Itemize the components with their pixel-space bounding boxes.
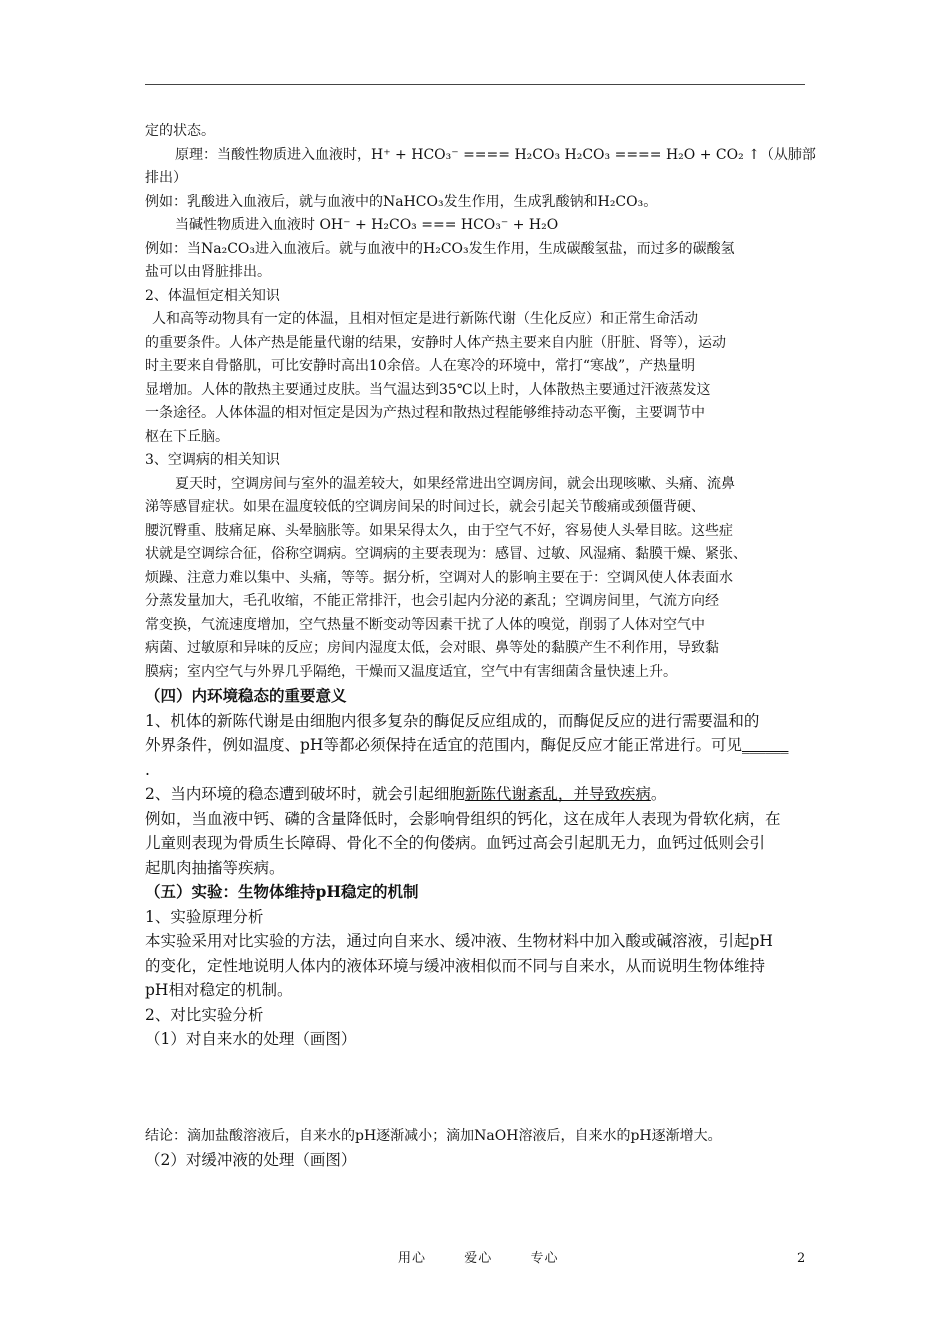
paragraph-line: 的重要条件。人体产热是能量代谢的结果，安静时人体产热主要来自内脏（肝脏、肾等），运动: [145, 334, 726, 351]
paragraph-line: 本实验采用对比实验的方法，通过向自来水、缓冲液、生物材料中加入酸或碱溶液，引起pH: [145, 932, 773, 950]
paragraph-line: 儿童则表现为骨质生长障碍、骨化不全的佝偻病。血钙过高会引起肌无力，血钙过低则会引: [145, 834, 766, 852]
paragraph-text: 2、当内环境的稳态遭到破坏时，就会引起细胞: [145, 785, 465, 803]
paragraph-text: 外界条件，例如温度、pH等都必须保持在适宜的范围内，酶促反应才能正常进行。可见: [145, 736, 742, 754]
paragraph-line: 常变换，气流速度增加，空气热量不断变动等因素干扰了人体的嗅觉，削弱了人体对空气中: [145, 616, 705, 633]
text-line: 排出）: [145, 170, 187, 186]
header-rule: [145, 84, 805, 85]
underlined-text: 新陈代谢紊乱，并导致疾病: [464, 785, 651, 803]
section-heading: （五）实验：生物体维持pH稳定的机制: [145, 882, 419, 901]
paragraph-line: 涕等感冒症状。如果在温度较低的空调房间呆的时间过长，就会引起关节酸痛或颈僵背硬、: [145, 499, 705, 515]
paragraph-line: （2）对缓冲液的处理（画图）: [145, 1151, 357, 1169]
answer-blank: ______: [741, 736, 789, 754]
paragraph-line: 分蒸发量加大，毛孔收缩，不能正常排汗，也会引起内分泌的紊乱；空调房间里，气流方向经: [145, 593, 719, 609]
text-line: 原理：当酸性物质进入血液时，H⁺ + HCO₃⁻ ==== H₂CO₃ H₂CO₃ ==== H₂O + CO₂ ↑（从肺部: [175, 146, 816, 163]
paragraph-line: 1、实验原理分析: [145, 907, 264, 926]
paragraph-line: 人和高等动物具有一定的体温，且相对恒定是进行新陈代谢（生化反应）和正常生命活动: [152, 311, 698, 327]
paragraph-line: [145, 733, 807, 758]
text-line: 定的状态。: [145, 123, 215, 139]
paragraph-line: 一条途径。人体体温的相对恒定是因为产热过程和散热过程能够维持动态平衡，主要调节中: [145, 405, 705, 421]
paragraph-line: 病菌、过敏原和异味的反应；房间内湿度太低，会对眼、鼻等处的黏膜产生不利作用，导致黏: [145, 640, 719, 656]
paragraph-line: 腰沉臀重、肢痛足麻、头晕脑胀等。如果呆得太久，由于空气不好，容易使人头晕目眩。这些症: [145, 522, 733, 539]
paragraph-line: 显增加。人体的散热主要通过皮肤。当气温达到35℃以上时，人体散热主要通过汗液蒸发这: [145, 381, 711, 398]
paragraph-line: 时主要来自骨骼肌，可比安静时高出10余倍。人在寒冷的环境中，常打“寒战”，产热量明: [145, 358, 696, 374]
paragraph-text: 。: [650, 785, 667, 803]
paragraph-line: 烦躁、注意力难以集中、头痛，等等。据分析，空调对人的影响主要在于：空调风使人体表面水: [145, 569, 733, 586]
document-body: [145, 120, 816, 1173]
paragraph-line: （1）对自来水的处理（画图）: [145, 1030, 357, 1048]
paragraph-line: 枢在下丘脑。: [145, 428, 229, 445]
paragraph-line: 2、对比实验分析: [145, 1005, 264, 1024]
section-heading: 3、空调病的相关知识: [145, 452, 280, 468]
paragraph-line: 1、机体的新陈代谢是由细胞内很多复杂的酶促反应组成的，而酶促反应的进行需要温和的: [145, 711, 760, 730]
footer-motto: 用心 爱心 专心: [398, 1251, 559, 1266]
paragraph-line: 例如，当血液中钙、磷的含量降低时，会影响骨组织的钙化，这在成年人表现为骨软化病，在: [145, 809, 781, 828]
paragraph-line: 夏天时，空调房间与室外的温差较大，如果经常进出空调房间，就会出现咳嗽、头痛、流鼻: [175, 475, 735, 492]
page-number: 2: [797, 1251, 806, 1266]
paragraph-line: 状就是空调综合征，俗称空调病。空调病的主要表现为：感冒、过敏、风湿痛、黏膜干燥、紧张、: [145, 546, 747, 562]
paragraph-line: 的变化，定性地说明人体内的液体环境与缓冲液相似而不同与自来水，从而说明生物体维持: [145, 956, 766, 975]
text-line: 盐可以由肾脏排出。: [145, 264, 271, 280]
paragraph-line: .: [145, 760, 150, 779]
paragraph-line: [145, 782, 807, 807]
section-heading: 2、体温恒定相关知识: [145, 287, 280, 304]
paragraph-line: 膜病；室内空气与外界几乎隔绝，干燥而又温度适宜，空气中有害细菌含量快速上升。: [145, 663, 677, 680]
paragraph-line: 起肌肉抽搐等疾病。: [145, 858, 285, 877]
drawing-space: [145, 1052, 807, 1125]
text-line: 例如：乳酸进入血液后，就与血液中的NaHCO₃发生作用，生成乳酸钠和H₂CO₃。: [145, 193, 658, 210]
text-line: 当碱性物质进入血液时 OH⁻ + H₂CO₃ === HCO₃⁻ + H₂O: [175, 217, 559, 233]
text-line: 例如：当Na₂CO₃进入血液后。就与血液中的H₂CO₃发生作用，生成碳酸氢盐，而过多的碳酸氢: [145, 240, 735, 257]
paragraph-line: 结论：滴加盐酸溶液后，自来水的pH逐渐减小；滴加NaOH溶液后，自来水的pH逐渐增大。: [145, 1127, 722, 1144]
paragraph-line: pH相对稳定的机制。: [145, 981, 293, 999]
section-heading: （四）内环境稳态的重要意义: [145, 686, 347, 705]
